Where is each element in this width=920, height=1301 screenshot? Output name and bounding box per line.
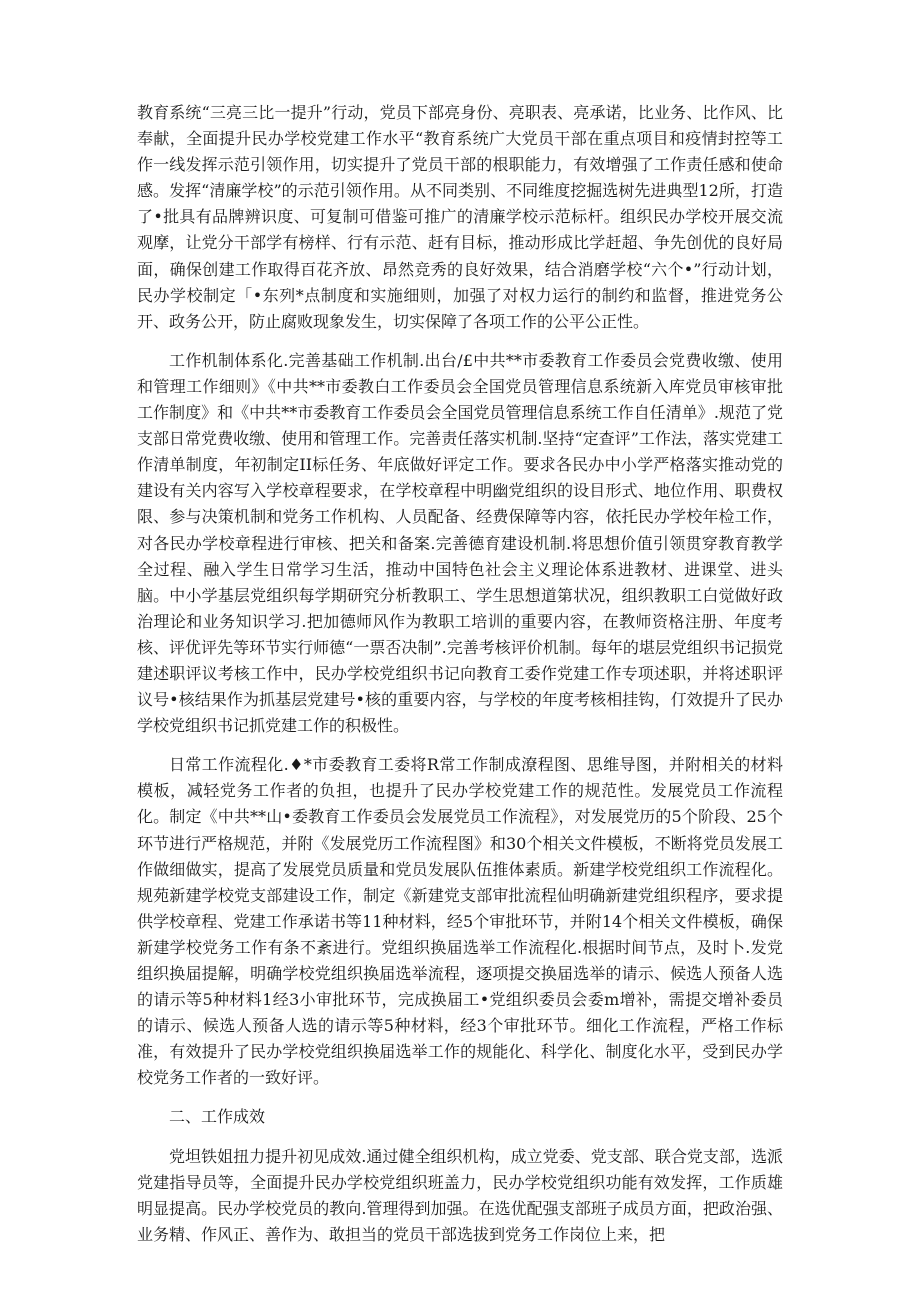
paragraph-work-results: 党坦铁姐扭力提升初见成效.通过健全组织机构，成立党委、党支部、联合党支部，选派党建指导员等，全面提升民办学校党组织班盖力，民办学校党组织功能有效发挥，工作质雄明显提高。民办学校党员的教向.管理得到加强。在选优配强支部班子成员方面，把政治强、业务精、作风正、善作为、敢担当的党员干部选拔到党务工作岗位上来，把 — [137, 1146, 783, 1244]
paragraph-daily-workflow: 日常工作流程化.♦*市委教育工委将R常工作制成潦程图、思维导图，并附相关的材料模板，减轻党务工作者的负担，也提升了民办学校党建工作的规范性。发展党员工作流程化。制定《中共**山•委教育工作委员会发展党员工作流程》，对发展党历的5个阶段、25个环节进行严格规范，并附《发展党历工作流程图》和30个相关文件模板，不断将党员发展工作做细做实，提高了发展党员质量和党员发展队伍推体素质。新建学校党组织工作流程化。规苑新建学校党支部建设工作，制定《新建党支部审批流程仙明确新建党组织程序，要求提供学校章程、党建工作承诺书等11种材料，经5个审批环节，并附14个相关文件模板，确保新建学校党务工作有条不紊进行。党组织换届选举工作流程化.根据时间节点，及时卜.发党组织换届提解，明确学校党组织换届选举流程，逐项提交换届选举的请示、候选人预备人选的请示等5种材料1经3小审批环节，完成换届工•党组织委员会委m增补，需提交增补委员的请示、候选人预备人选的请示等5种材料，经3个审批环节。细化工作流程，严格工作标准，有效提升了民办学校党组织换届选举工作的规能化、科学化、制度化水平，受到民办学校党务工作者的一致好评。 — [137, 755, 783, 1088]
section-heading: 二、工作成效 — [169, 1107, 266, 1127]
paragraph-work-mechanism: 工作机制体系化.完善基础工作机制.出台/£中共**市委教育工作委员会党费收缴、使用和管理工作细则》《中共**市委教白工作委员会全国党员管理信息系统新入库党员审核审批工作制度》和《中共**市委教育工作委员会全国党员管理信息系统工作自任清单》.规范了党支部日常党费收缴、使用和管理工作。完善责任落实机制.坚持“定查评”工作法，落实党建工作清单制度，年初制定II标任务、年底做好评定工作。要求各民办中小学严格落实推动党的建设有关内容写入学校章程要求，在学校章程中明幽党组织的设目形式、地位作用、职费权限、参与决策机制和党务工作机构、人员配备、经费保障等内容，依托民办学校年检工作，对各民办学校章程进行审核、把关和备案.完善德育建设机制.将思想价值引领贯穿教育教学全过程、融入学生日常学习生活，推动中国特色社会主义理论体系进教材、进课堂、进头脑。中小学基层党组织每学期研究分析教职工、学生思想道第状况，组织教职工白觉做好政治理论和业务知识学习.把加德师风作为教职工培训的重要内容，在教师资格注册、年度考核、评优评先等环节实行师德“一票否决制”.完善考核评价机制。每年的堪层党组织书记损党建述职评议考核工作中，民办学校党组织书记向教育工委作党建工作专项述职，并将述职评议号•核结果作为抓基层党建号•核的重要内容，与学校的年度考核相挂钩，仃效提升了民办学校党组织书记抓党建工作的积极性。 — [137, 350, 783, 736]
paragraph-continuation: 教育系统“三亮三比一提升”行动，党员下部亮身份、亮职表、亮承诺，比业务、比作风、比奉献，全面提升民办学校党建工作水平“教育系统广大党员干部在重点项目和疫情封控等工作一线发挥示范引领作用，切实提升了党员干部的根职能力，有效增强了工作责任感和使命感。发挥“清廉学校”的示范引领作用。从不同类别、不同维度挖掘选树先进典型12所，打造了•批具有品牌辨识度、可复制可借鉴可推广的清廉学校示范标杆。组织民办学校开展交流观摩，让党分干部学有榜样、行有示范、赶有目标，推动形成比学赶超、争先创优的良好局面，确保创建工作取得百花齐放、昂然竞秀的良好效果，结合消磨学校“六个•”行动计划，民办学校制定「•东列*点制度和实施细则，加强了对权力运行的制约和监督，推进党务公开、政务公开，防止腐败现象发生，切实保障了各项工作的公平公正性。 — [137, 103, 783, 331]
document-page — [137, 100, 783, 1248]
